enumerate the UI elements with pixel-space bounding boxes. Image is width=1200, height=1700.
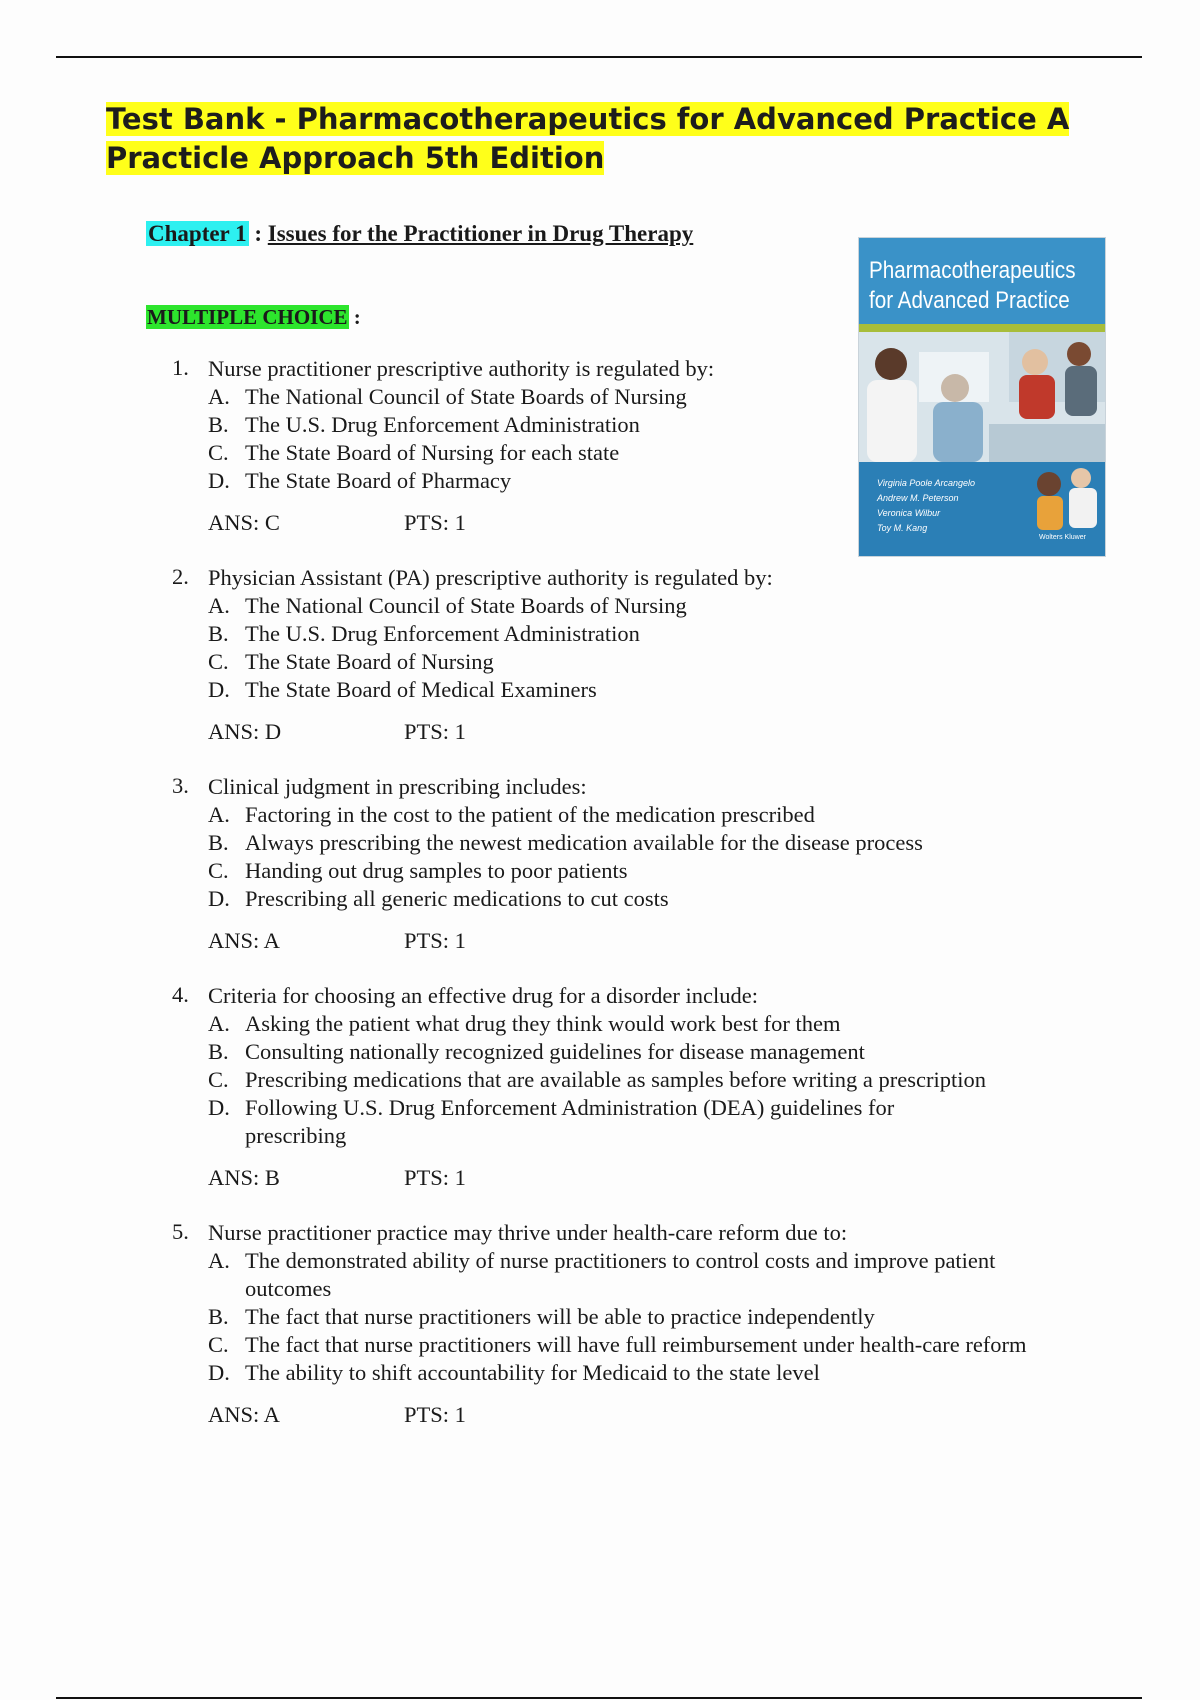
section-suffix: : [348, 305, 361, 329]
option-text: The State Board of Medical Examiners [245, 677, 597, 702]
option-d [208, 467, 1072, 495]
option-letter: D. [208, 468, 230, 493]
cover-publisher: Wolters Kluwer [1039, 534, 1086, 541]
option-letter: B. [208, 1304, 229, 1329]
option-d [208, 676, 1072, 704]
option-a [208, 801, 1072, 829]
page-title [106, 100, 1136, 178]
question-3 [172, 773, 1072, 955]
option-d [208, 1094, 1072, 1150]
option-letter: C. [208, 649, 229, 674]
answer-row [208, 1401, 1072, 1429]
question-stem: Nurse practitioner practice may thrive under health-care reform due to: [208, 1220, 848, 1245]
question-stem: Nurse practitioner prescriptive authority is regulated by: [208, 356, 715, 381]
option-list [208, 1010, 1072, 1150]
question-number: 3. [172, 773, 189, 798]
cover-author-3: Veronica Wilbur [877, 508, 941, 518]
question-number: 5. [172, 1219, 189, 1244]
question-stem: Criteria for choosing an effective drug for a disorder include: [208, 983, 759, 1008]
option-b [208, 411, 1072, 439]
option-a [208, 1010, 1072, 1038]
cover-author-2: Andrew M. Peterson [877, 493, 959, 503]
answer-label: ANS: B [208, 1165, 280, 1190]
cover-title-line-2: for Advanced Practice [869, 287, 1070, 314]
points-label: PTS: 1 [404, 719, 466, 744]
cover-author-1: Virginia Poole Arcangelo [877, 478, 976, 488]
option-text: The ability to shift accountability for Medicaid to the state level [245, 1360, 820, 1385]
answer-row [208, 718, 1072, 746]
option-list [208, 801, 1072, 913]
section-label: MULTIPLE CHOICE [147, 305, 348, 329]
option-letter: D. [208, 886, 230, 911]
cover-title-line-1: Pharmacotherapeutics [869, 257, 1076, 284]
option-letter: A. [208, 384, 230, 409]
option-list [208, 592, 1072, 704]
question-stem: Clinical judgment in prescribing includes: [208, 774, 587, 799]
option-c [208, 1066, 1072, 1094]
option-a [208, 1247, 1072, 1303]
option-c [208, 1331, 1072, 1359]
option-letter: A. [208, 802, 230, 827]
option-letter: B. [208, 830, 229, 855]
option-text: Factoring in the cost to the patient of the medication prescribed [245, 802, 815, 827]
points-label: PTS: 1 [404, 1402, 466, 1427]
option-text: The fact that nurse practitioners will be able to practice independently [245, 1304, 875, 1329]
option-a [208, 592, 1072, 620]
option-list [208, 383, 1072, 495]
option-text: Asking the patient what drug they think would work best for them [245, 1011, 841, 1036]
points-label: PTS: 1 [404, 928, 466, 953]
chapter-label: Chapter 1 [148, 221, 247, 246]
option-letter: C. [208, 1332, 229, 1357]
option-letter: B. [208, 1039, 229, 1064]
title-part-2: Pharmacotherapeutics for Advanced Practice A Practicle Approach 5th Edition [106, 102, 1070, 175]
answer-row [208, 927, 1072, 955]
bottom-rule [56, 1697, 1142, 1699]
cover-title [869, 256, 1076, 316]
top-rule [56, 56, 1142, 58]
question-number: 4. [172, 982, 189, 1007]
option-text: The State Board of Nursing for each state [245, 440, 620, 465]
option-text: Consulting nationally recognized guidelines for disease management [245, 1039, 865, 1064]
option-b [208, 1303, 1072, 1331]
question-4 [172, 982, 1072, 1192]
option-letter: D. [208, 677, 230, 702]
option-text: Following U.S. Drug Enforcement Administration (DEA) guidelines for prescribing [245, 1095, 895, 1148]
option-c [208, 648, 1072, 676]
option-letter: A. [208, 1248, 230, 1273]
option-text: The National Council of State Boards of Nursing [245, 384, 687, 409]
option-text: Prescribing all generic medications to cut costs [245, 886, 669, 911]
answer-label: ANS: C [208, 510, 280, 535]
title-part-1: Test Bank - [106, 102, 287, 136]
chapter-separator: : [248, 221, 268, 246]
cover-subtitle-band [859, 324, 1105, 332]
option-d [208, 885, 1072, 913]
option-b [208, 829, 1072, 857]
option-a [208, 383, 1072, 411]
option-c [208, 857, 1072, 885]
answer-label: ANS: A [208, 928, 280, 953]
question-5 [172, 1219, 1072, 1429]
cover-author-4: Toy M. Kang [877, 523, 928, 533]
option-text: The U.S. Drug Enforcement Administration [245, 621, 640, 646]
section-heading [146, 305, 361, 330]
option-text: The State Board of Nursing [245, 649, 494, 674]
option-letter: D. [208, 1360, 230, 1385]
option-letter: B. [208, 412, 229, 437]
option-text: Prescribing medications that are available as samples before writing a prescription [245, 1067, 986, 1092]
points-label: PTS: 1 [404, 510, 466, 535]
option-text: The State Board of Pharmacy [245, 468, 512, 493]
option-d [208, 1359, 1072, 1387]
question-stem: Physician Assistant (PA) prescriptive authority is regulated by: [208, 565, 773, 590]
chapter-title: Issues for the Practitioner in Drug Therapy [267, 221, 694, 246]
option-text: The National Council of State Boards of Nursing [245, 593, 687, 618]
option-letter: C. [208, 1067, 229, 1092]
answer-label: ANS: A [208, 1402, 280, 1427]
answer-row [208, 1164, 1072, 1192]
option-letter: C. [208, 858, 229, 883]
option-letter: C. [208, 440, 229, 465]
question-1 [172, 355, 1072, 537]
points-label: PTS: 1 [404, 1165, 466, 1190]
option-text: The demonstrated ability of nurse practitioners to control costs and improve patient outcomes [245, 1248, 996, 1301]
question-number: 2. [172, 564, 189, 589]
option-letter: D. [208, 1095, 230, 1120]
option-letter: A. [208, 1011, 230, 1036]
option-list [208, 1247, 1072, 1387]
option-text: The fact that nurse practitioners will have full reimbursement under health-care reform [245, 1332, 1027, 1357]
question-list [172, 355, 1072, 1429]
option-b [208, 620, 1072, 648]
option-c [208, 439, 1072, 467]
answer-label: ANS: D [208, 719, 282, 744]
option-letter: A. [208, 593, 230, 618]
chapter-heading [146, 221, 693, 247]
option-text: The U.S. Drug Enforcement Administration [245, 412, 640, 437]
question-2 [172, 564, 1072, 746]
option-b [208, 1038, 1072, 1066]
question-number: 1. [172, 355, 189, 380]
option-text: Handing out drug samples to poor patients [245, 858, 628, 883]
option-text: Always prescribing the newest medication available for the disease process [245, 830, 923, 855]
answer-row [208, 509, 1072, 537]
option-letter: B. [208, 621, 229, 646]
